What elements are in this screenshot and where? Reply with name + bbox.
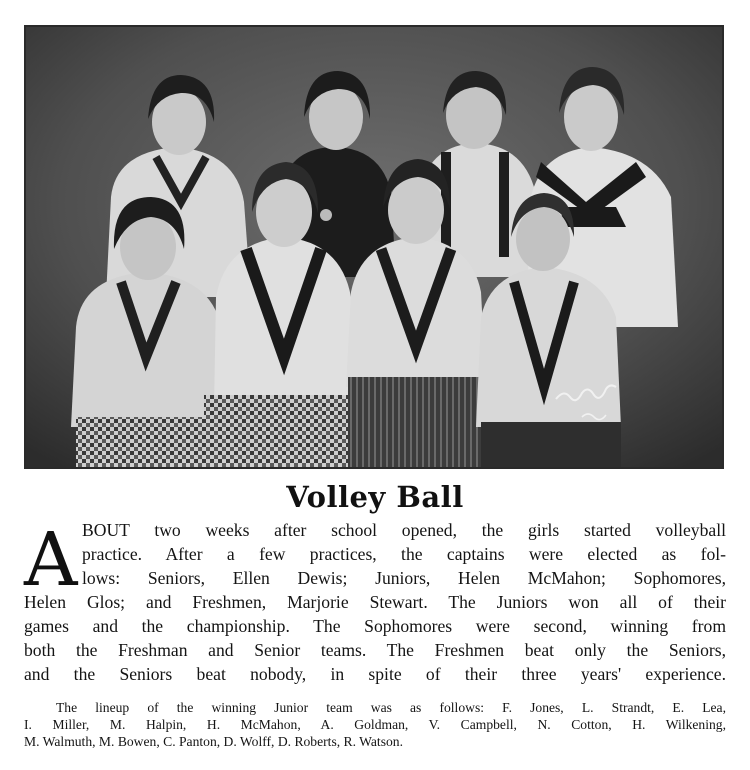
article-body xyxy=(24,518,726,690)
article-line: Helen Glos; and Freshmen, Marjorie Stewart. The Juniors won all of their xyxy=(24,592,726,612)
article-line: lows: Seniors, Ellen Dewis; Juniors, Helen McMahon; Sophomores, xyxy=(82,568,726,588)
lineup-line: I. Miller, M. Halpin, H. McMahon, A. Goldman, V. Campbell, N. Cotton, H. Wilkening, xyxy=(24,717,726,732)
article-line: both the Freshman and Senior teams. The Freshmen beat only the Seniors, xyxy=(24,640,726,660)
article-line: and the Seniors beat nobody, in spite of their three years' experience. xyxy=(24,664,726,684)
section-heading: Volley Ball xyxy=(286,480,464,514)
lineup-line: The lineup of the winning Junior team was as follows: F. Jones, L. Strandt, E. Lea, xyxy=(56,700,726,715)
drop-cap: A xyxy=(24,517,78,603)
lineup-line: M. Walmuth, M. Bowen, C. Panton, D. Wolff, D. Roberts, R. Watson. xyxy=(24,734,403,749)
article-line: BOUT two weeks after school opened, the girls started volleyball xyxy=(82,520,726,540)
article-line: games and the championship. The Sophomores were second, winning from xyxy=(24,616,726,636)
article-line: practice. After a few practices, the captains were elected as fol- xyxy=(82,544,726,564)
team-photograph xyxy=(24,25,724,469)
team-photo-image xyxy=(26,27,722,467)
